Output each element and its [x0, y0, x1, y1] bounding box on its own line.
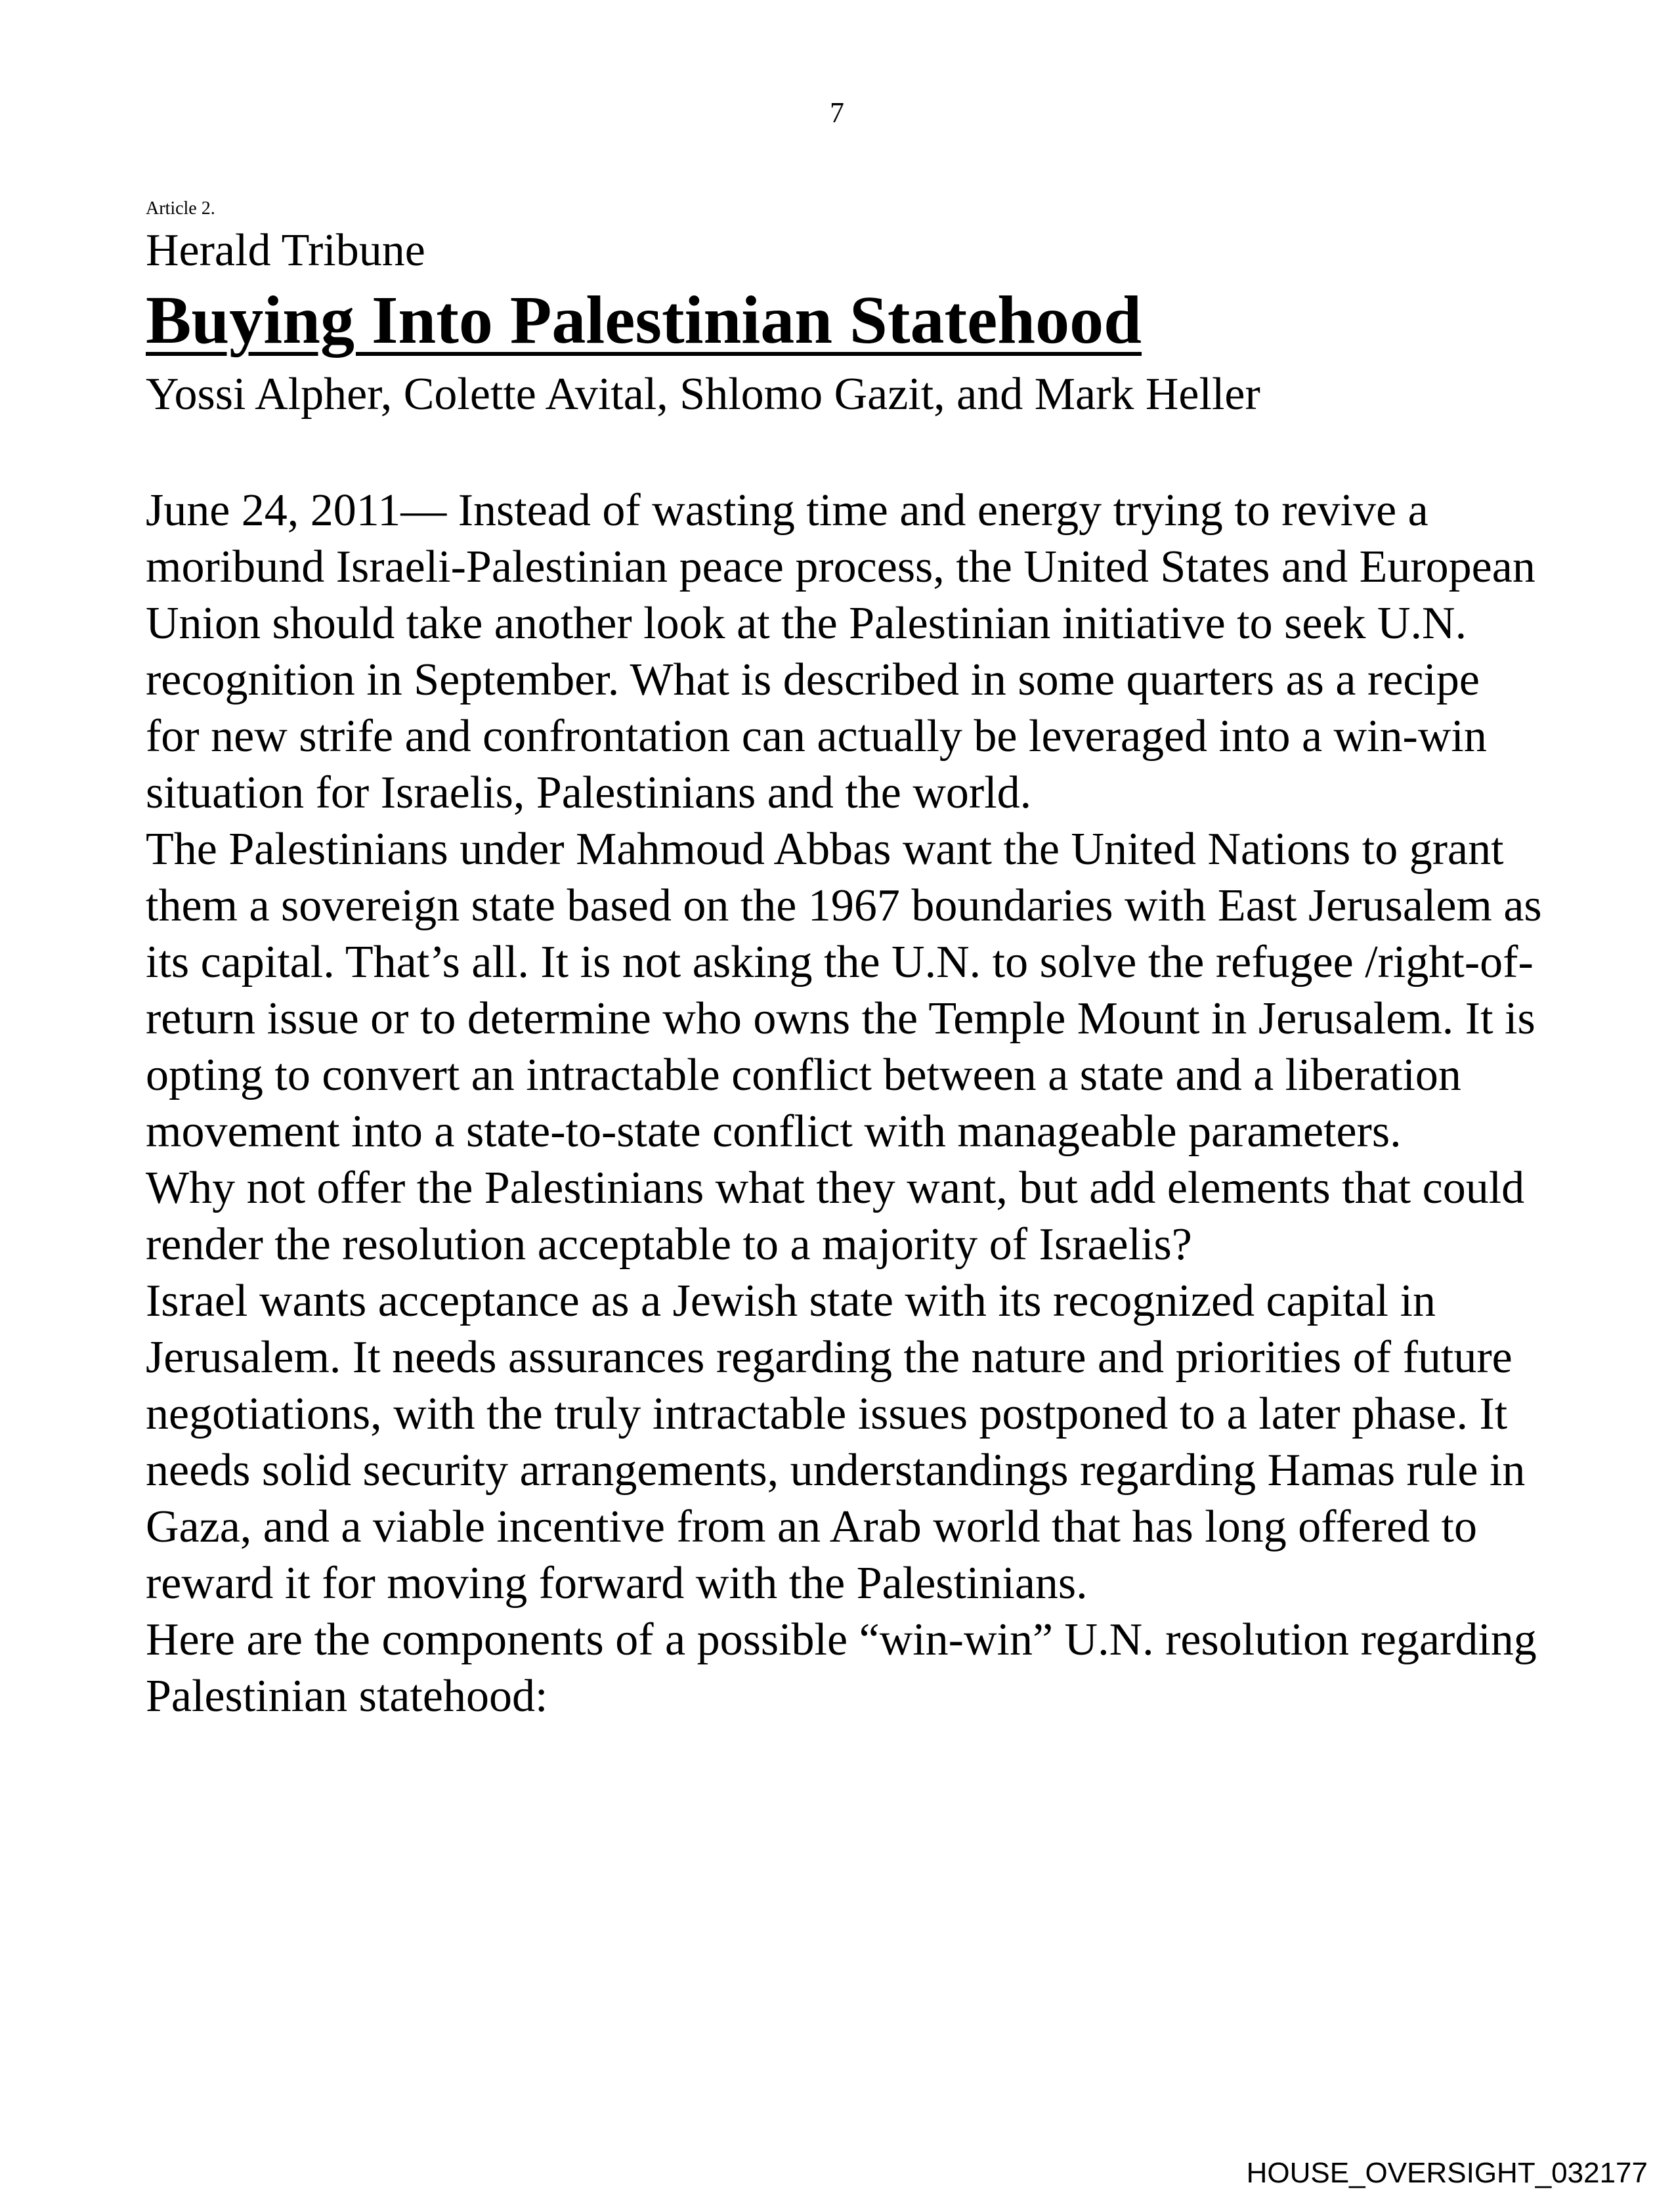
article-authors: Yossi Alpher, Colette Avital, Shlomo Gazit, and Mark Heller	[146, 369, 1260, 420]
body-paragraph: The Palestinians under Mahmoud Abbas want the United Nations to grant them a sovereign state based on the 1967 boundaries with East Jerusalem as its capital. That’s all. It is not asking the U.N. to solve the refugee /right-of-return issue or to determine who owns the Temple Mount in Jerusalem. It is opting to convert an intractable conflict between a state and a liberation movement into a state-to-state conflict with manageable parameters.	[146, 824, 1542, 1157]
publication-name: Herald Tribune	[146, 225, 425, 276]
article-label: Article 2.	[146, 198, 215, 219]
page-number: 7	[830, 97, 844, 129]
document-id-stamp: HOUSE_OVERSIGHT_032177	[1246, 2157, 1648, 2189]
body-paragraph: Why not offer the Palestinians what they want, but add elements that could render the resolution acceptable to a majority of Israelis?	[146, 1163, 1525, 1270]
body-paragraph: Here are the components of a possible “win-win” U.N. resolution regarding Palestinian statehood:	[146, 1615, 1537, 1722]
body-paragraph: Israel wants acceptance as a Jewish state with its recognized capital in Jerusalem. It needs assurances regarding the nature and priorities of future negotiations, with the truly intractable issues postponed to a later phase. It needs solid security arrangements, understandings regarding Hamas rule in Gaza, and a viable incentive from an Arab world that has long offered to reward it for moving forward with the Palestinians.	[146, 1276, 1526, 1609]
body-paragraph: June 24, 2011— Instead of wasting time and energy trying to revive a moribund Israeli-Palestinian peace process, the United States and European Union should take another look at the Palestinian initiative to seek U.N. recognition in September. What is described in some quarters as a recipe for new strife and confrontation can actually be leveraged into a win-win situation for Israelis, Palestinians and the world.	[146, 485, 1535, 818]
article-headline: Buying Into Palestinian Statehood	[146, 282, 1142, 358]
article-body	[146, 483, 1544, 1725]
